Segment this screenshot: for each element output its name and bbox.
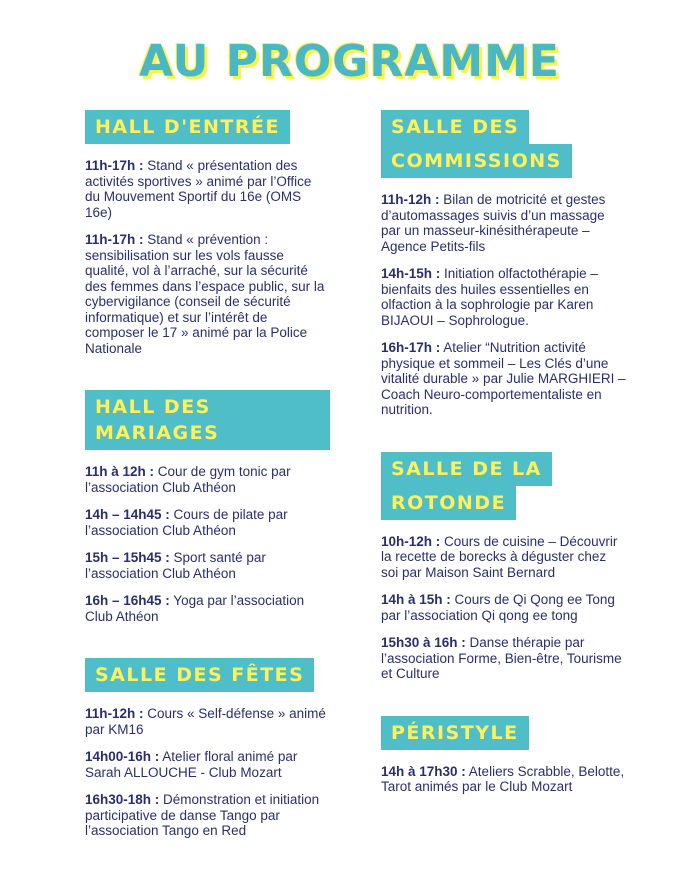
entry-text: Bilan de motricité et gestes d’automassages suivis d’un massage par un masseur-kinésithérapeute – Agence Petits-fils (381, 192, 606, 254)
program-entry (381, 534, 626, 581)
entry-text: Démonstration et initiation participative de danse Tango par l’association Tango en Red (85, 792, 320, 838)
entry-text: Initiation olfactothérapie – bienfaits des huiles essentielles en olfaction à la sophrologie par Karen BIJAOUI – Sophrologue. (381, 266, 598, 328)
right-column (381, 110, 626, 829)
section-salle-commissions (381, 110, 626, 418)
entry-text: Stand « présentation des activités sportives » animé par l’Office du Mouvement Sportif du 16e (OMS 16e) (85, 158, 312, 220)
entry-time: 11h-12h : (85, 706, 144, 721)
left-column (85, 110, 330, 873)
entry-text: Sport santé par l’association Club Athéon (85, 550, 266, 581)
entry-text: Cour de gym tonic par l’association Club Athéon (85, 464, 291, 495)
entry-time: 14h00-16h : (85, 749, 160, 764)
entry-time: 11h-17h : (85, 232, 144, 247)
entry-time: 10h-12h : (381, 533, 441, 549)
entry-text: Atelier “Nutrition activité physique et sommeil – Les Clés d’une vitalité durable » par Julie MARGHIERI – Coach Neuro-comportementaliste en nutrition. (381, 340, 626, 417)
program-entry (381, 635, 626, 682)
entry-time: 11h-12h : (381, 192, 440, 207)
section-salle-rotonde (381, 452, 626, 682)
program-entry (381, 266, 626, 328)
section-heading-line2: COMMISSIONS (381, 144, 572, 178)
entry-time: 14h à 17h30 : (381, 763, 466, 779)
entry-time: 11h-17h : (85, 158, 144, 173)
program-entry (85, 507, 330, 538)
program-entry (85, 232, 330, 356)
entry-text: Atelier floral animé par Sarah ALLOUCHE - Club Mozart (85, 749, 298, 780)
program-entry (381, 592, 626, 623)
entry-text: Ateliers Scrabble, Belotte, Tarot animés par le Club Mozart (381, 763, 625, 794)
entry-text: Cours de Qi Qong ee Tong par l’association Qi qong ee tong (381, 592, 615, 623)
section-peristyle (381, 716, 626, 795)
program-entry (85, 158, 330, 220)
entry-text: Stand « prévention : sensibilisation sur les vols fausse qualité, vol à l’arraché, sur la sécurité des femmes dans l’espace public, sur la cybervigilance (conseil de sécurité informatique) et sur l’intérêt de composer le 17 » animé par la Police Nationale (85, 232, 325, 356)
entry-text: Cours de pilate par l’association Club Athéon (85, 507, 288, 538)
program-entry (381, 340, 626, 418)
entry-time: 14h – 14h45 : (85, 507, 170, 522)
section-heading: HALL D'ENTRÉE (85, 110, 290, 144)
section-heading: SALLE DES FÊTES (85, 658, 314, 692)
program-entry (85, 593, 330, 624)
section-hall-entree (85, 110, 330, 356)
program-entry (85, 706, 330, 737)
section-heading-line1: SALLE DE LA (381, 452, 552, 486)
entry-time: 11h à 12h : (85, 464, 155, 479)
entry-time: 14h à 15h : (381, 592, 451, 607)
program-entry (85, 550, 330, 581)
entry-time: 15h30 à 16h : (381, 635, 466, 650)
section-heading: HALL DES MARIAGES (85, 390, 330, 450)
entry-time: 15h – 15h45 : (85, 550, 170, 565)
program-entry (381, 764, 626, 795)
page-title: AU PROGRAMME (139, 36, 560, 87)
entry-text: Cours « Self-défense » animé par KM16 (85, 706, 326, 737)
entry-text: Yoga par l’association Club Athéon (85, 593, 305, 624)
program-entry (381, 192, 626, 254)
program-entry (85, 792, 330, 839)
section-hall-mariages (85, 390, 330, 624)
program-entry (85, 749, 330, 780)
entry-text: Cours de cuisine – Découvrir la recette de borecks à déguster chez soi par Maison Saint Bernard (381, 533, 618, 580)
entry-time: 16h – 16h45 : (85, 593, 170, 608)
section-heading-line2: ROTONDE (381, 486, 516, 520)
entry-text: Danse thérapie par l’association Forme, Bien-être, Tourisme et Culture (381, 635, 622, 681)
entry-time: 14h-15h : (381, 266, 441, 281)
program-entry (85, 464, 330, 495)
section-salle-fetes (85, 658, 330, 839)
entry-time: 16h30-18h : (85, 792, 160, 807)
entry-time: 16h-17h : (381, 340, 441, 355)
section-heading: PÉRISTYLE (381, 716, 529, 750)
section-heading-line1: SALLE DES (381, 110, 529, 144)
